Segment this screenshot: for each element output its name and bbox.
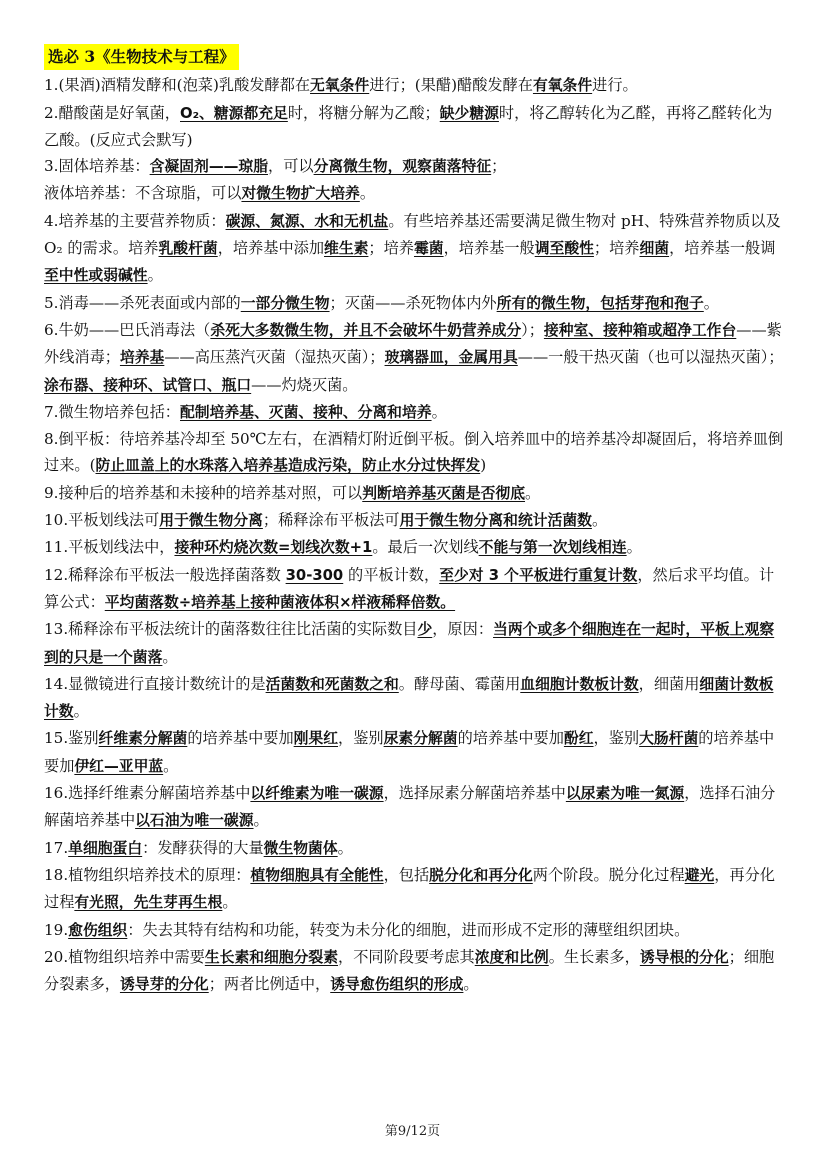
key-term: 无氧条件 [310, 77, 370, 95]
text-run: ，鉴别 [338, 729, 384, 748]
key-term: 诱导芽的分化 [119, 976, 209, 994]
key-term: 对微生物扩大培养 [241, 185, 360, 203]
text-run: 时，将糖分解为乙酸； [287, 103, 440, 122]
key-term: 植物细胞具有全能性 [250, 866, 384, 884]
key-term: 含凝固剂——琼脂 [149, 158, 269, 176]
key-term: 脱分化和再分化 [429, 866, 533, 884]
text-run: 15.鉴别 [44, 729, 99, 748]
text-run: 。 [337, 838, 353, 857]
paragraph-7 [44, 317, 784, 399]
text-run: 。最后一次划线 [372, 538, 479, 557]
key-term: 诱导愈伤组织的形成 [330, 976, 464, 994]
key-term: 平均菌落数÷培养基上接种菌液体积×样液稀释倍数。 [104, 593, 456, 611]
text-run: 。 [222, 893, 238, 912]
text-run: ； [491, 157, 507, 176]
section-title: 选必 3《生物技术与工程》 [44, 44, 239, 70]
text-run: ；培养 [593, 239, 640, 258]
text-run: 。 [163, 756, 179, 775]
key-term: 霉菌 [413, 240, 444, 258]
text-run: ；细胞分裂素多， [44, 947, 775, 994]
text-run: 。 [626, 538, 642, 557]
text-run: 。生长素多， [548, 947, 640, 966]
text-run: 12.稀释涂布平板法一般选择菌落数 [44, 565, 286, 584]
text-run: 。 [147, 266, 163, 285]
text-run: 。 [525, 483, 541, 502]
key-term: 浓度和比例 [474, 948, 549, 966]
text-run: 的培养基中要加 [44, 729, 775, 775]
paragraph-16 [44, 725, 784, 780]
key-term: 生长素和细胞分裂素 [204, 948, 339, 966]
text-run: 进行；(果醋)醋酸发酵在 [369, 76, 533, 95]
text-run: 7.微生物培养包括： [44, 402, 180, 421]
key-term: 以尿素为唯一氮源 [565, 785, 685, 803]
key-term: 有光照，先生芽再生根 [74, 894, 223, 912]
paragraph-2 [44, 100, 784, 154]
paragraph-6 [44, 290, 784, 317]
text-run: 。 [463, 975, 479, 994]
paragraph-11 [44, 507, 784, 534]
key-term: 所有的微生物，包括芽孢和孢子 [496, 294, 704, 312]
text-run: 。 [359, 184, 376, 203]
key-term: 细菌计数板计数 [44, 675, 774, 721]
text-run: ，不同阶段要考虑其 [338, 947, 475, 966]
text-run: 1.(果酒)酒精发酵和(泡菜)乳酸发酵都在 [44, 76, 311, 95]
key-term: 以石油为唯一碳源 [135, 812, 254, 830]
key-term: 一部分微生物 [240, 294, 330, 312]
text-run: 13.稀释涂布平板法统计的菌落数往往比活菌的实际数目 [44, 620, 418, 639]
text-run: 两个阶段。脱分化过程 [532, 865, 685, 884]
key-term: 调至酸性 [534, 240, 594, 258]
key-term: 分离微生物，观察菌落特征 [313, 158, 492, 176]
text-run: 6.牛奶——巴氏消毒法（ [44, 320, 211, 339]
text-run: ——一般干热灭菌（也可以湿热灭菌）； [517, 348, 784, 367]
text-run: 。 [162, 647, 178, 666]
key-term: 少 [417, 621, 433, 639]
text-run: 液体培养基：不含琼脂，可以 [44, 184, 242, 203]
text-run: ；培养 [368, 239, 414, 258]
key-term: 诱导根的分化 [639, 948, 729, 966]
text-run: ，培养基中添加 [217, 239, 325, 258]
text-run: 16.选择纤维素分解菌培养基中 [44, 784, 251, 803]
key-term: 防止皿盖上的水珠落入培养基造成污染，防止水分过快挥发 [95, 457, 481, 475]
key-term: 接种环灼烧次数=划线次数+1 [174, 539, 373, 557]
key-term: 用于微生物分离 [159, 512, 263, 530]
key-term: 刚果红 [293, 730, 339, 748]
key-term: 30-300 [285, 566, 344, 584]
text-run: ，培养基一般 [443, 239, 535, 258]
key-term: 愈伤组织 [68, 921, 128, 939]
text-run: 的培养基中要加 [187, 729, 294, 748]
key-term: 大肠杆菌 [639, 730, 699, 748]
paragraph-12 [44, 534, 784, 561]
key-term: 不能与第一次划线相连 [478, 539, 627, 557]
key-term: 伊红—亚甲蓝 [74, 757, 164, 775]
text-run: 8.倒平板：待培养基冷却至 50℃左右，在酒精灯附近倒平板。倒入培养皿中的培养基冷却凝固后，将培养皿倒过来。( [44, 430, 784, 475]
key-term: 乳酸杆菌 [158, 240, 218, 258]
text-run: 进行。 [592, 76, 638, 95]
key-term: 尿素分解菌 [383, 730, 458, 748]
key-term: 活菌数和死菌数之和 [265, 675, 399, 693]
text-run: 19. [44, 920, 69, 939]
text-run: ——高压蒸汽灭菌（湿热灭菌）； [164, 348, 385, 367]
key-term: 缺少糖源 [439, 104, 499, 122]
text-run: ）； [521, 320, 544, 339]
key-term: 细菌 [639, 240, 670, 258]
key-term: 单细胞蛋白 [68, 839, 143, 857]
key-term: 酚红 [563, 730, 594, 748]
paragraph-8 [44, 399, 784, 426]
text-run: ：发酵获得的大量 [142, 838, 264, 857]
text-run: 。 [431, 402, 447, 421]
key-term: 当两个或多个细胞连在一起时，平板上观察到的只是一个菌落 [44, 621, 775, 666]
content-body [44, 72, 784, 998]
text-run: ；稀释涂布平板法可 [262, 511, 400, 530]
text-run: 18.植物组织培养技术的原理： [44, 865, 251, 884]
text-run: 5.消毒——杀死表面或内部的 [44, 293, 241, 312]
key-term: 杀死大多数微生物，并且不会破坏牛奶营养成分 [210, 321, 522, 339]
key-term: 碳源、氮源、水和无机盐 [225, 212, 389, 230]
text-run: ——紫外线消毒； [44, 320, 782, 367]
text-run: ，再分化过程 [44, 865, 775, 912]
key-term: 血细胞计数板计数 [520, 675, 639, 693]
text-run: 4.培养基的主要营养物质： [44, 211, 226, 230]
text-run: ，培养基一般调 [669, 239, 776, 258]
key-term: 接种室、接种箱或超净工作台 [543, 321, 737, 339]
paragraph-5 [44, 208, 784, 290]
paragraph-15 [44, 671, 784, 726]
text-run: 。 [591, 511, 608, 530]
key-term: 维生素 [324, 240, 369, 258]
text-run: ，然后求平均值。计算公式： [44, 565, 775, 611]
text-run: 9.接种后的培养基和未接种的培养基对照，可以 [44, 483, 363, 502]
text-run: 3.固体培养基： [44, 157, 150, 176]
paragraph-17 [44, 780, 784, 835]
text-run: ，细菌用 [638, 674, 700, 693]
key-term: 配制培养基、灭菌、接种、分离和培养 [180, 403, 432, 421]
paragraph-10 [44, 480, 784, 507]
text-run: ；灭菌——杀死物体内外 [329, 293, 497, 312]
text-run: ，包括 [383, 865, 430, 884]
text-run: ，原因： [432, 620, 494, 639]
text-run: 14.显微镜进行直接计数统计的是 [44, 674, 266, 693]
key-term: 用于微生物分离和统计活菌数 [399, 512, 592, 530]
page-number: 第9/12页 [384, 1124, 441, 1139]
key-term: 涂布器、接种环、试管口、瓶口 [44, 376, 252, 394]
key-term: 至少对 3 个平板进行重复计数 [439, 566, 638, 584]
text-run: 10.平板划线法可 [44, 511, 160, 530]
paragraph-13 [44, 562, 784, 617]
text-run: 11.平板划线法中， [44, 538, 175, 557]
text-run: 时，将乙醇转化为乙醛，再将乙醛转化为乙酸。(反应式会默写) [44, 103, 773, 149]
key-term: O₂、糖源都充足 [180, 104, 288, 122]
paragraph-4 [44, 180, 784, 207]
text-run: ；两者比例适中， [208, 975, 331, 994]
key-term: 判断培养基灭菌是否彻底 [362, 484, 526, 502]
paragraph-9 [44, 426, 784, 480]
paragraph-18 [44, 835, 784, 862]
text-run: 。有些培养基还需要满足微生物对 pH、特殊营养物质以及 O₂ 的需求。培养 [44, 211, 781, 258]
document-page [44, 44, 784, 998]
text-run: ，鉴别 [593, 729, 640, 748]
text-run: ——灼烧灭菌。 [251, 375, 358, 394]
text-run: ，选择石油分解菌培养基中 [44, 784, 776, 830]
text-run: ) [480, 456, 487, 475]
text-run: 20.植物组织培养中需要 [44, 947, 205, 966]
text-run: 。 [703, 293, 719, 312]
paragraph-21 [44, 944, 784, 999]
text-run: ，选择尿素分解菌培养基中 [383, 784, 566, 803]
key-term: 培养基 [119, 349, 165, 367]
paragraph-20 [44, 917, 784, 944]
paragraph-14 [44, 616, 784, 671]
text-run: ：失去其特有结构和功能，转变为未分化的细胞，进而形成不定形的薄壁组织团块。 [127, 920, 690, 939]
text-run: 。 [73, 702, 89, 721]
text-run: 的平板计数， [343, 565, 440, 584]
key-term: 有氧条件 [532, 77, 593, 95]
key-term: 以纤维素为唯一碳源 [250, 785, 384, 803]
paragraph-1 [44, 72, 784, 99]
key-term: 避光 [684, 866, 715, 884]
text-run: 。酵母菌、霉菌用 [398, 674, 521, 693]
key-term: 玻璃器皿，金属用具 [384, 349, 518, 367]
paragraph-3 [44, 153, 784, 180]
paragraph-19 [44, 862, 784, 917]
text-run: 17. [44, 838, 69, 857]
text-run: ，可以 [268, 157, 314, 176]
text-run: 2.醋酸菌是好氧菌， [44, 103, 180, 122]
key-term: 至中性或弱碱性 [44, 267, 148, 285]
key-term: 微生物菌体 [263, 839, 338, 857]
text-run: 的培养基中要加 [457, 729, 564, 748]
key-term: 纤维素分解菌 [98, 730, 188, 748]
text-run: 。 [253, 811, 269, 830]
